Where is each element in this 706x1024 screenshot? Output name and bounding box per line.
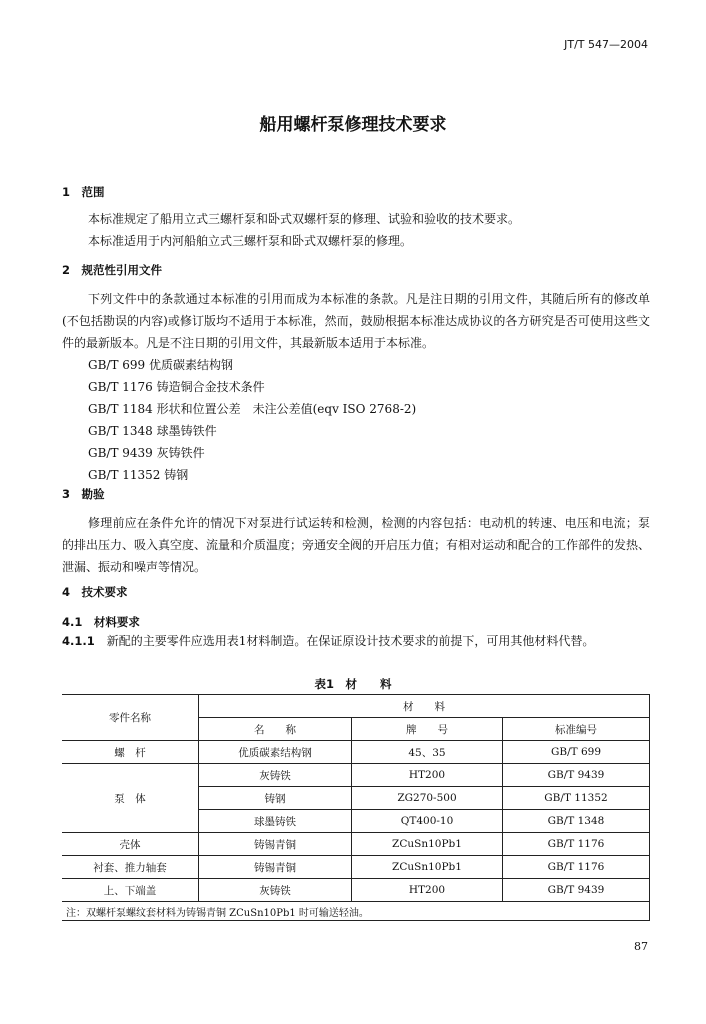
cell-name: 球墨铸铁 [199,810,352,833]
section-3-para: 修理前应在条件允许的情况下对泵进行试运转和检测，检测的内容包括：电动机的转速、电压和电流；泵的排出压力、吸入真空度、流量和介质温度；旁通安全阀的开启压力值；有相对运动和配合的工作部件的发热、泄漏、振动和噪声等情况。 [62,516,651,574]
section-2-heading: 2 规范性引用文件 [62,263,163,277]
table-row [62,879,650,902]
cell-grade: HT200 [352,764,503,787]
cell-grade: ZCuSn10Pb1 [352,856,503,879]
section-4-heading: 4 技术要求 [62,585,128,599]
table-row [62,833,650,856]
header-standard: 标准编号 [503,718,650,741]
materials-table [62,694,650,921]
section-1-heading: 1 范围 [62,185,105,199]
cell-name: 灰铸铁 [199,764,352,787]
section-1-para-2: 本标准适用于内河船舶立式三螺杆泵和卧式双螺杆泵的修理。 [88,234,413,248]
header-material-name: 名 称 [199,718,352,741]
cell-grade: ZG270-500 [352,787,503,810]
section-4-1-1-para: 4.1.1 新配的主要零件应选用表1材料制造。在保证原设计技术要求的前提下，可用其他材料代替。 [62,634,595,648]
cell-part: 壳体 [62,833,199,856]
cell-grade: 45、35 [352,741,503,764]
table-row [62,856,650,879]
section-1-para-1: 本标准规定了船用立式三螺杆泵和卧式双螺杆泵的修理、试验和验收的技术要求。 [88,212,521,226]
reference-list [62,354,650,486]
cell-name: 灰铸铁 [199,879,352,902]
cell-name: 铸钢 [199,787,352,810]
reference-item: GB/T 1184 形状和位置公差 未注公差值(eqv ISO 2768-2) [88,402,417,416]
cell-name: 优质碳素结构钢 [199,741,352,764]
table-row [62,764,650,787]
cell-std: GB/T 9439 [503,879,650,902]
standard-code: JT/T 547—2004 [564,38,648,51]
reference-item: GB/T 9439 灰铸铁件 [88,446,205,460]
reference-item: GB/T 699 优质碳素结构钢 [88,358,233,372]
section-3-heading: 3 勘验 [62,487,105,501]
reference-item: GB/T 1348 球墨铸铁件 [88,424,217,438]
table-caption: 表1 材 料 [314,677,392,691]
section-4-1-heading: 4.1 材料要求 [62,615,140,629]
cell-part: 螺 杆 [62,741,199,764]
cell-std: GB/T 699 [503,741,650,764]
reference-item: GB/T 11352 铸钢 [88,468,189,482]
cell-name: 铸锡青铜 [199,856,352,879]
header-part-name: 零件名称 [62,695,199,741]
cell-grade: HT200 [352,879,503,902]
cell-name: 铸锡青铜 [199,833,352,856]
page-number: 87 [634,940,648,953]
cell-grade: ZCuSn10Pb1 [352,833,503,856]
section-2-para: 下列文件中的条款通过本标准的引用而成为本标准的条款。凡是注日期的引用文件，其随后所有的修改单(不包括勘误的内容)或修订版均不适用于本标准，然而，鼓励根据本标准达成协议的各方研究是否可使用这些文件的最新版本。凡是不注日期的引用文件，其最新版本适用于本标准。 [62,292,650,350]
page-title: 船用螺杆泵修理技术要求 [259,115,447,135]
cell-part: 上、下端盖 [62,879,199,902]
header-material: 材 料 [199,695,650,718]
reference-item: GB/T 1176 铸造铜合金技术条件 [88,380,265,394]
cell-std: GB/T 1176 [503,833,650,856]
cell-grade: QT400-10 [352,810,503,833]
cell-std: GB/T 9439 [503,764,650,787]
table-row [62,741,650,764]
table-note: 注：双螺杆泵螺纹套材料为铸锡青铜 ZCuSn10Pb1 时可输送轻油。 [62,902,650,921]
cell-std: GB/T 11352 [503,787,650,810]
cell-std: GB/T 1176 [503,856,650,879]
cell-std: GB/T 1348 [503,810,650,833]
header-grade: 牌 号 [352,718,503,741]
cell-part: 泵 体 [62,764,199,833]
cell-part: 衬套、推力轴套 [62,856,199,879]
